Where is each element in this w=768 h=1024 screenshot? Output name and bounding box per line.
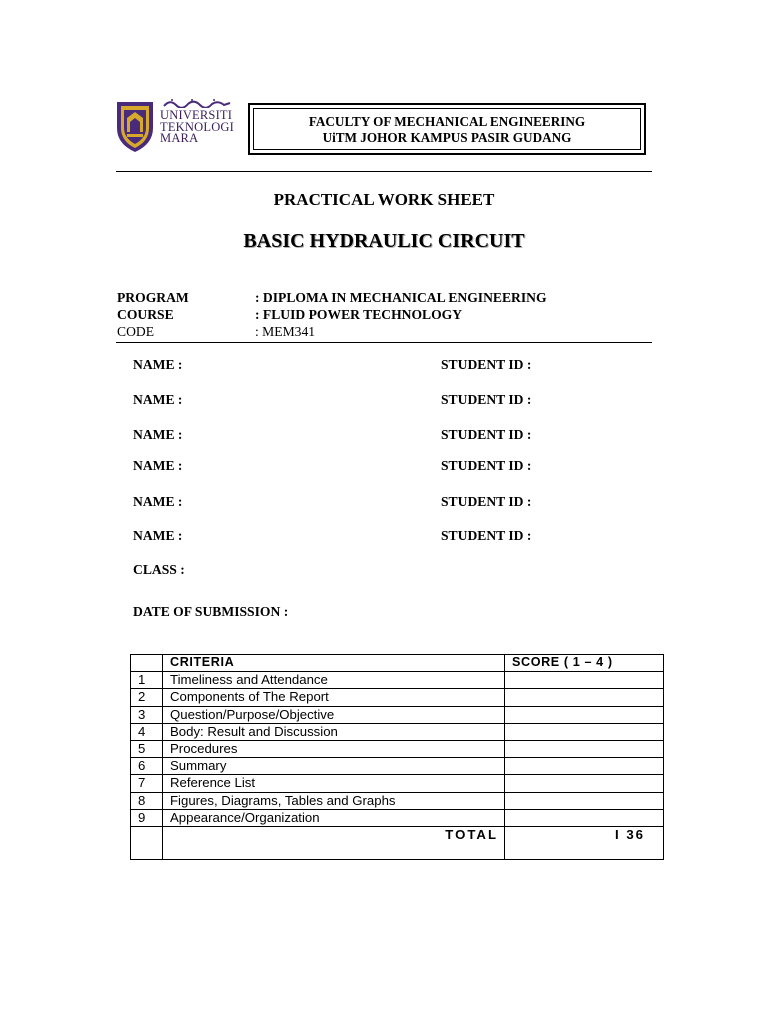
meta-key: PROGRAM	[117, 290, 189, 305]
meta-key: COURSE	[117, 307, 174, 322]
name-field-2[interactable]: NAME :	[133, 392, 183, 407]
criteria-table	[130, 654, 664, 860]
row-criteria: Summary	[163, 758, 505, 775]
row-score-cell[interactable]	[505, 758, 664, 775]
logo-line-universiti: UNIVERSITI	[160, 108, 233, 122]
class-field[interactable]: CLASS :	[133, 562, 185, 577]
meta-value: : MEM341	[255, 324, 316, 339]
row-number: 9	[131, 809, 163, 826]
table-row	[131, 758, 664, 775]
name-field-1[interactable]: NAME :	[133, 357, 183, 372]
row-score-cell[interactable]	[505, 723, 664, 740]
row-number: 3	[131, 706, 163, 723]
table-header-row	[131, 655, 664, 672]
date-of-submission-field[interactable]: DATE OF SUBMISSION :	[133, 604, 289, 619]
name-field-5[interactable]: NAME :	[133, 494, 183, 509]
jawi-script-icon	[162, 98, 232, 108]
uitm-crest-icon	[113, 98, 157, 154]
table-row	[131, 706, 664, 723]
table-row	[131, 775, 664, 792]
table-row	[131, 792, 664, 809]
row-criteria: Procedures	[163, 740, 505, 757]
row-criteria: Components of The Report	[163, 689, 505, 706]
row-criteria: Figures, Diagrams, Tables and Graphs	[163, 792, 505, 809]
student-id-field-5[interactable]: STUDENT ID :	[441, 494, 532, 509]
header-criteria: CRITERIA	[163, 655, 505, 672]
total-label: TOTAL	[163, 826, 505, 859]
row-criteria: Body: Result and Discussion	[163, 723, 505, 740]
header-score: SCORE ( 1 – 4 )	[505, 655, 664, 672]
faculty-header-box	[248, 103, 646, 155]
row-number: 5	[131, 740, 163, 757]
total-number-cell	[131, 826, 163, 859]
row-score-cell[interactable]	[505, 809, 664, 826]
logo-wordmark	[160, 110, 234, 145]
row-criteria: Timeliness and Attendance	[163, 672, 505, 689]
row-score-cell[interactable]	[505, 792, 664, 809]
row-number: 6	[131, 758, 163, 775]
meta-value: : DIPLOMA IN MECHANICAL ENGINEERING	[255, 290, 547, 305]
name-field-3[interactable]: NAME :	[133, 427, 183, 442]
table-row	[131, 723, 664, 740]
student-id-field-2[interactable]: STUDENT ID :	[441, 392, 532, 407]
student-id-field-1[interactable]: STUDENT ID :	[441, 357, 532, 372]
university-logo	[113, 98, 238, 154]
faculty-header-inner	[253, 108, 641, 150]
row-criteria: Question/Purpose/Objective	[163, 706, 505, 723]
main-title: BASIC HYDRAULIC CIRCUIT	[243, 230, 525, 252]
row-number: 4	[131, 723, 163, 740]
name-field-4[interactable]: NAME :	[133, 458, 183, 473]
table-row	[131, 672, 664, 689]
row-score-cell[interactable]	[505, 672, 664, 689]
student-id-field-4[interactable]: STUDENT ID :	[441, 458, 532, 473]
logo-line-teknologi: TEKNOLOGI	[160, 119, 235, 134]
row-number: 1	[131, 672, 163, 689]
faculty-name: FACULTY OF MECHANICAL ENGINEERING	[308, 114, 586, 129]
header-number-cell	[131, 655, 163, 672]
table-row	[131, 740, 664, 757]
row-criteria: Reference List	[163, 775, 505, 792]
meta-value: : FLUID POWER TECHNOLOGY	[255, 307, 463, 322]
row-number: 7	[131, 775, 163, 792]
sheet-title: PRACTICAL WORK SHEET	[273, 190, 495, 209]
student-id-field-3[interactable]: STUDENT ID :	[441, 427, 532, 442]
total-score[interactable]: I 36	[505, 826, 664, 859]
logo-line-mara: MARA	[160, 131, 199, 145]
table-row	[131, 689, 664, 706]
meta-divider	[116, 342, 652, 343]
total-row	[131, 826, 664, 859]
row-score-cell[interactable]	[505, 689, 664, 706]
row-score-cell[interactable]	[505, 740, 664, 757]
name-field-6[interactable]: NAME :	[133, 528, 183, 543]
meta-key: CODE	[117, 324, 155, 339]
row-number: 2	[131, 689, 163, 706]
campus-name: UiTM JOHOR KAMPUS PASIR GUDANG	[322, 130, 572, 145]
row-criteria: Appearance/Organization	[163, 809, 505, 826]
row-number: 8	[131, 792, 163, 809]
table-row	[131, 809, 664, 826]
header-divider	[116, 171, 652, 172]
student-id-field-6[interactable]: STUDENT ID :	[441, 528, 532, 543]
row-score-cell[interactable]	[505, 706, 664, 723]
row-score-cell[interactable]	[505, 775, 664, 792]
